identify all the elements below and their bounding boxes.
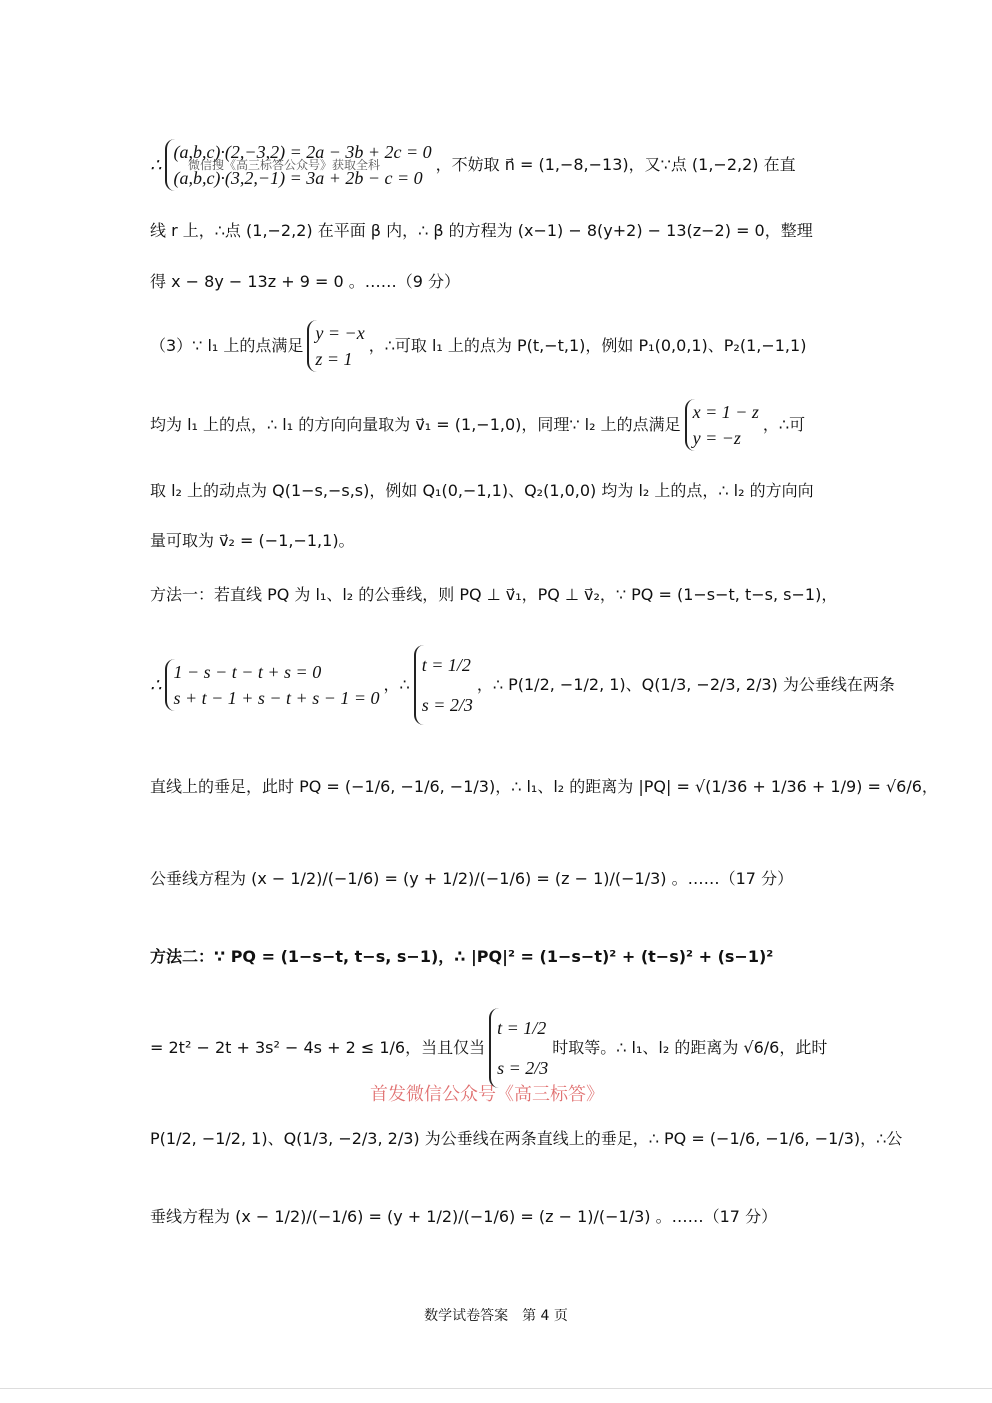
line-7: 量可取为 v⃗₂ = (−1,−1,1)。 bbox=[150, 531, 355, 550]
system-1: (a,b,c)·(2,−3,2) = 2a − 3b + 2c = 0 (a,b,c)·(3,2,−1) = 3a + 2b − c = 0 bbox=[165, 139, 431, 191]
line-8: 方法一：若直线 PQ 为 l₁、l₂ 的公垂线，则 PQ ⊥ v⃗₁，PQ ⊥ v⃗₂，∵ PQ = (1−s−t, t−s, s−1)， bbox=[150, 585, 838, 604]
line-2: 线 r 上，∴点 (1,−2,2) 在平面 β 内，∴ β 的方程为 (x−1) − 8(y+2) − 13(z−2) = 0，整理 bbox=[150, 221, 813, 240]
line-3: 得 x − 8y − 13z + 9 = 0 。……（9 分） bbox=[150, 272, 460, 291]
line-14: P(1/2, −1/2, 1)、Q(1/3, −2/3, 2/3) 为公垂线在两条直线上的垂足，∴ PQ = (−1/6, −1/6, −1/3)，∴公 bbox=[150, 1129, 903, 1148]
bottom-rule bbox=[0, 1388, 992, 1389]
system-5: t = 1/2 s = 2/3 bbox=[414, 645, 473, 725]
line-9: ∴ 1 − s − t − t + s = 0 s + t − 1 + s − t + s − 1 = 0 ，∴ t = 1/2 s = 2/3 ，∴ P(1/2, −1/2, 1)、Q(1/3, −2/3, 2/3) 为公垂线在两条 bbox=[150, 636, 842, 734]
line-5: 均为 l₁ 上的点，∴ l₁ 的方向向量取为 v⃗₁ = (1,−1,0)，同理∵ l₂ 上的点满足 x = 1 − z y = −z ，∴可 bbox=[150, 398, 842, 452]
system-4: 1 − s − t − t + s = 0 s + t − 1 + s − t + s − 1 = 0 bbox=[165, 659, 379, 711]
line-4: （3）∵ l₁ 上的点满足 y = −x z = 1 ，∴可取 l₁ 上的点为 P(t,−t,1)，例如 P₁(0,0,1)、P₂(1,−1,1) bbox=[150, 320, 842, 372]
watermark-small: 微信搜《高三标答公众号》获取全科 bbox=[188, 158, 381, 172]
system-2: y = −x z = 1 bbox=[307, 320, 364, 372]
system-6: t = 1/2 s = 2/3 bbox=[489, 1008, 548, 1088]
line-13: = 2t² − 2t + 3s² − 4s + 2 ≤ 1/6，当且仅当 t = 1/2 s = 2/3 时取等。∴ l₁、l₂ 的距离为 √6/6，此时 bbox=[150, 1000, 842, 1096]
system-3: x = 1 − z y = −z bbox=[685, 399, 759, 451]
line-10: 直线上的垂足，此时 PQ = (−1/6, −1/6, −1/3)，∴ l₁、l₂ 的距离为 |PQ| = √(1/36 + 1/36 + 1/9) = √6/6， bbox=[150, 777, 938, 796]
line-11: 公垂线方程为 (x − 1/2)/(−1/6) = (y + 1/2)/(−1/6) = (z − 1)/(−1/3) 。……（17 分） bbox=[150, 869, 794, 888]
line-15: 垂线方程为 (x − 1/2)/(−1/6) = (y + 1/2)/(−1/6) = (z − 1)/(−1/3) 。……（17 分） bbox=[150, 1207, 778, 1226]
line-1: ∴ (a,b,c)·(2,−3,2) = 2a − 3b + 2c = 0 (a,b,c)·(3,2,−1) = 3a + 2b − c = 0 ，不妨取 n⃗ = (1,−8,−13)，又∵点 (1,−2,2) 在直 bbox=[150, 140, 842, 190]
line-12: 方法二：∵ PQ = (1−s−t, t−s, s−1)，∴ |PQ|² = (1−s−t)² + (t−s)² + (s−1)² bbox=[150, 947, 774, 966]
page-footer: 数学试卷答案 第 4 页 bbox=[424, 1308, 568, 1324]
watermark-red: 首发微信公众号《高三标答》 bbox=[370, 1084, 604, 1105]
line-6: 取 l₂ 上的动点为 Q(1−s,−s,s)，例如 Q₁(0,−1,1)、Q₂(1,0,0) 均为 l₂ 上的点，∴ l₂ 的方向向 bbox=[150, 481, 814, 500]
